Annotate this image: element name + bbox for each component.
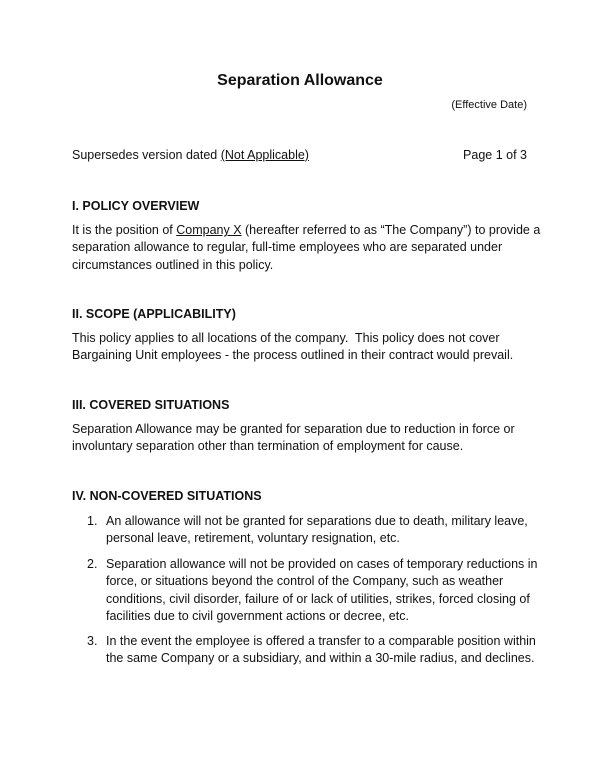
paragraph-line bbox=[72, 222, 541, 239]
paragraph-line: Bargaining Unit employees - the process outlined in their contract would prevail. bbox=[72, 348, 514, 363]
supersedes-label: Supersedes version dated bbox=[72, 148, 221, 162]
list-item-text bbox=[106, 556, 538, 625]
list-number: 2. bbox=[87, 557, 98, 571]
scope-paragraph bbox=[72, 330, 532, 365]
page-number: Page 1 of 3 bbox=[463, 148, 527, 162]
supersedes-value: (Not Applicable) bbox=[220, 148, 309, 162]
paragraph-line: involuntary separation other than termination of employment for cause. bbox=[72, 439, 464, 454]
list-item-text bbox=[106, 513, 528, 548]
list-line: conditions, civil disorder, failure of or lack of utilities, strikes, forced closing of bbox=[106, 591, 530, 606]
list-line: the same Company or a subsidiary, and within a 30-mile radius, and declines. bbox=[106, 651, 535, 666]
section-heading-scope: II. SCOPE (APPLICABILITY) bbox=[72, 307, 236, 321]
list-line: facilities due to civil government actions or decree, etc. bbox=[106, 608, 409, 623]
list-line: In the event the employee is offered a transfer to a comparable position within bbox=[106, 634, 536, 648]
list-item-text bbox=[106, 633, 536, 668]
effective-date: (Effective Date) bbox=[451, 99, 527, 111]
list-number: 3. bbox=[87, 634, 98, 648]
paragraph-line: circumstances outlined in this policy. bbox=[72, 257, 274, 272]
line-text: It is the position of bbox=[72, 223, 177, 237]
list-line: Separation allowance will not be provided on cases of temporary reductions in bbox=[106, 557, 538, 571]
document-title: Separation Allowance bbox=[217, 72, 383, 89]
paragraph-line: This policy applies to all locations of the company. This policy does not cover bbox=[72, 331, 500, 345]
covered-situations-paragraph bbox=[72, 421, 532, 456]
section-heading-non-covered-situations: IV. NON-COVERED SITUATIONS bbox=[72, 489, 262, 503]
list-number: 1. bbox=[87, 514, 98, 528]
list-line: An allowance will not be granted for separations due to death, military leave, bbox=[106, 514, 528, 528]
paragraph-line: Separation Allowance may be granted for separation due to reduction in force or bbox=[72, 422, 515, 436]
section-heading-covered-situations: III. COVERED SITUATIONS bbox=[72, 398, 230, 412]
supersedes-line bbox=[72, 147, 309, 163]
section-heading-policy-overview: I. POLICY OVERVIEW bbox=[72, 199, 200, 213]
list-line: force, or situations beyond the control of the Company, such as weather bbox=[106, 574, 504, 589]
policy-overview-paragraph bbox=[72, 222, 541, 274]
paragraph-line: separation allowance to regular, full-time employees who are separated under bbox=[72, 240, 503, 255]
line-text: (hereafter referred to as “The Company”) to provide a bbox=[241, 223, 541, 237]
list-line: personal leave, retirement, voluntary resignation, etc. bbox=[106, 531, 400, 546]
company-name: Company X bbox=[176, 223, 242, 237]
